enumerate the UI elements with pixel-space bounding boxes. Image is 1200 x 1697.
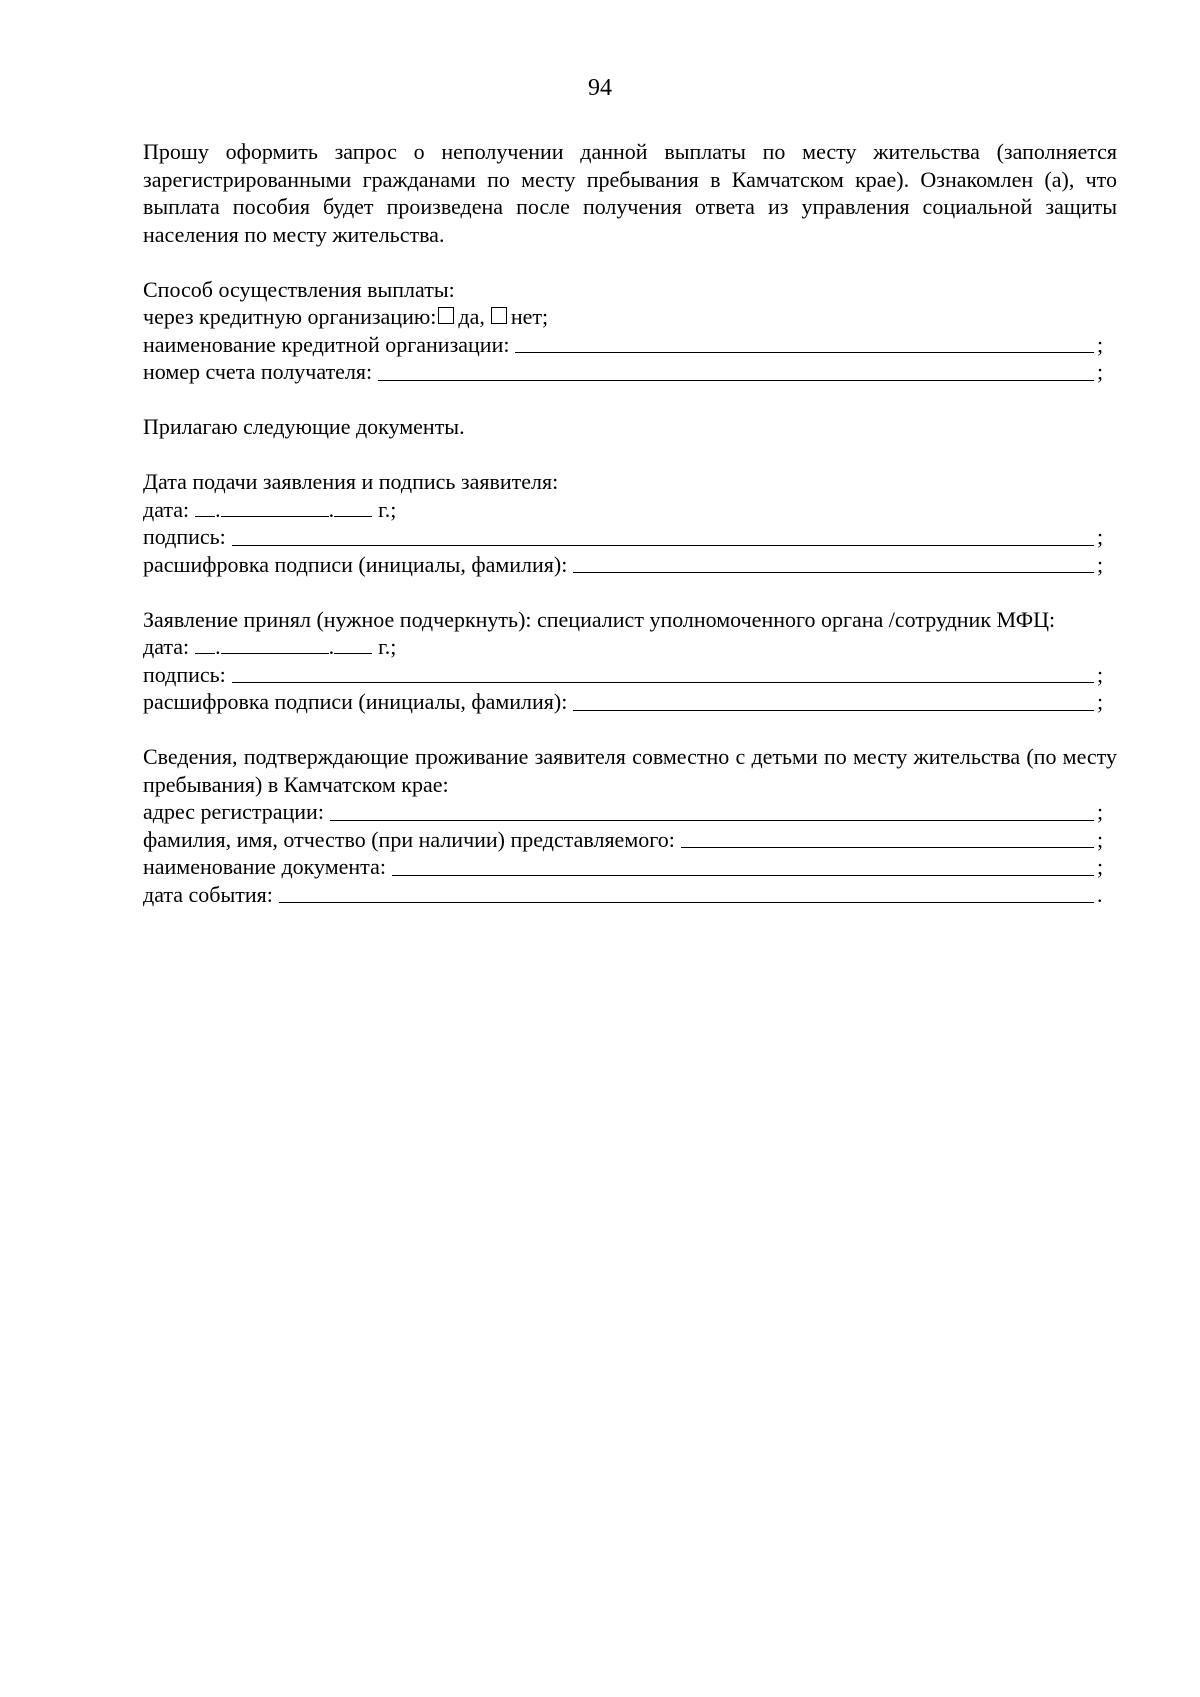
- received-day-field[interactable]: [195, 633, 215, 654]
- payment-heading: Способ осуществления выплаты:: [143, 276, 455, 302]
- received-date-row: дата: . . г.;: [143, 634, 397, 659]
- applicant-signature-field[interactable]: [232, 525, 1094, 546]
- no-label: нет;: [510, 304, 549, 329]
- no-checkbox[interactable]: [491, 307, 507, 324]
- address-row: адрес регистрации: ;: [143, 799, 1104, 824]
- received-month-field[interactable]: [221, 633, 329, 654]
- bank-name-row: наименование кредитной организации: ;: [143, 331, 1104, 357]
- event-date-row: дата события: .: [143, 881, 1103, 907]
- bank-choice-row: через кредитную организацию: да, нет;: [143, 304, 549, 329]
- applicant-month-field[interactable]: [221, 496, 329, 517]
- bank-name-field[interactable]: [515, 332, 1094, 353]
- applicant-heading: Дата подачи заявления и подпись заявителя:: [143, 469, 559, 494]
- yes-checkbox[interactable]: [438, 307, 454, 324]
- account-number-row: номер счета получателя: ;: [143, 359, 1104, 384]
- intro-paragraph: Прошу оформить запрос о неполучении данной выплаты по месту жительства (заполняется зарегистрированными гражданами по месту пребывания в Камчатском крае). Ознакомлен (а), что выплата пособия будет произведена после получения ответа из управления социальной защиты населения по месту жительства.: [143, 139, 1117, 247]
- document-name-field[interactable]: [392, 855, 1094, 876]
- received-signature-field[interactable]: [232, 662, 1094, 683]
- document-name-row: наименование документа: ;: [143, 854, 1104, 879]
- received-decoding-row: расшифровка подписи (инициалы, фамилия): ;: [143, 689, 1104, 714]
- fio-field[interactable]: [681, 827, 1094, 848]
- applicant-decoding-row: расшифровка подписи (инициалы, фамилия): ;: [143, 551, 1104, 577]
- applicant-decoding-field[interactable]: [573, 552, 1094, 573]
- applicant-signature-row: подпись: ;: [143, 524, 1104, 549]
- residence-heading: Сведения, подтверждающие проживание заявителя совместно с детьми по месту жительства (по месту пребывания) в Камчатском крае:: [143, 744, 1117, 797]
- yes-label: да,: [458, 304, 485, 329]
- fio-row: фамилия, имя, отчество (при наличии) представляемого: ;: [143, 826, 1104, 852]
- received-year-field[interactable]: [334, 633, 372, 654]
- event-date-field[interactable]: [279, 882, 1094, 903]
- address-field[interactable]: [330, 800, 1094, 821]
- form-content: [143, 138, 1117, 908]
- received-signature-row: подпись: ;: [143, 661, 1104, 687]
- received-heading: Заявление принял (нужное подчеркнуть): специалист уполномоченного органа /сотрудник МФЦ:: [143, 606, 1056, 632]
- attached-documents-text: Прилагаю следующие документы.: [143, 414, 465, 439]
- received-decoding-field[interactable]: [573, 690, 1094, 711]
- account-number-field[interactable]: [378, 360, 1094, 381]
- applicant-day-field[interactable]: [195, 496, 215, 517]
- page-number: 94: [588, 75, 612, 101]
- applicant-date-row: дата: . . г.;: [143, 496, 397, 522]
- applicant-year-field[interactable]: [334, 496, 372, 517]
